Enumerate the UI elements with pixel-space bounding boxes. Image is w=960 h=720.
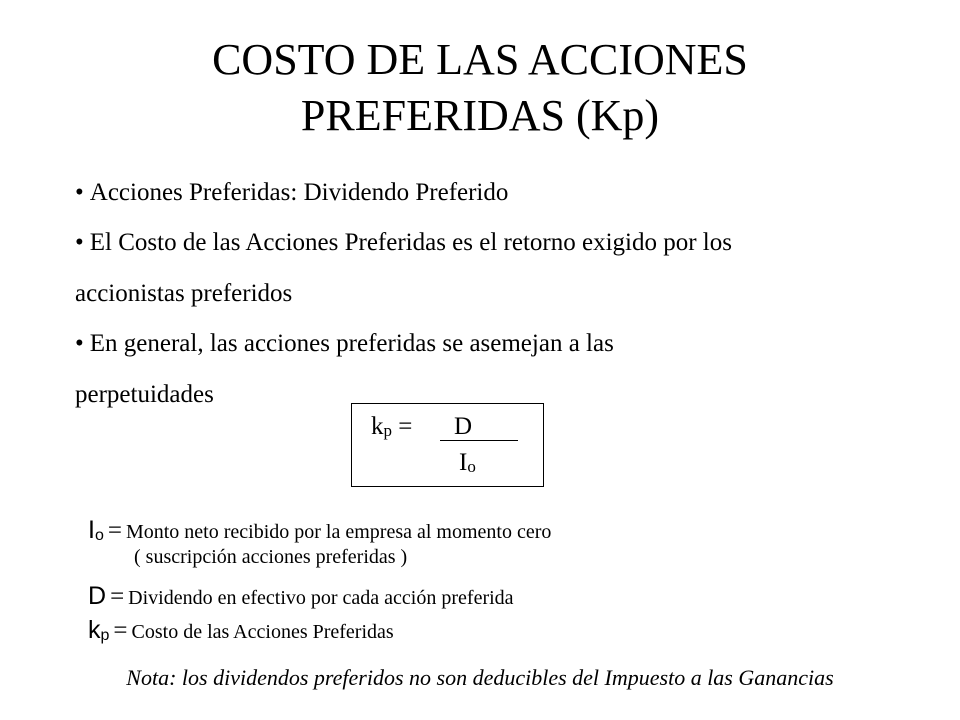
definition-d-symbol: D [88, 582, 107, 610]
formula-box [351, 403, 544, 487]
definition-io-symbol-sub: o [94, 527, 104, 544]
bullet-item-2-continuation: accionistas preferidos [75, 280, 293, 307]
bullet-icon: • [75, 179, 84, 206]
formula-lhs [371, 412, 412, 446]
bullet-icon: • [75, 229, 84, 256]
formula-denominator-subscript: o [467, 457, 476, 476]
definition-kp [88, 616, 394, 650]
bullet-text-2: El Costo de las Acciones Preferidas es el retorno exigido por los [89, 229, 732, 256]
definition-kp-symbol [88, 616, 109, 644]
definition-io-symbol-base: I [88, 516, 95, 544]
footnote: Nota: los dividendos preferidos no son deducibles del Impuesto a las Ganancias [126, 665, 834, 690]
bullet-item-3 [75, 329, 614, 359]
definition-io-equals: = [107, 517, 122, 544]
definition-d [88, 582, 514, 614]
slide-title-line-1: COSTO DE LAS ACCIONES [212, 35, 748, 84]
definition-kp-equals: = [113, 617, 128, 644]
formula-lhs-subscript: p [383, 421, 392, 440]
definition-kp-symbol-base: k [88, 616, 101, 644]
definition-io-symbol [88, 516, 104, 544]
formula-equals: = [398, 413, 413, 440]
definition-io-text: Monto neto recibido por la empresa al momento cero [125, 521, 552, 543]
definition-kp-text: Costo de las Acciones Preferidas [131, 621, 394, 643]
formula-denominator-base: I [459, 449, 468, 476]
definition-d-equals: = [110, 583, 125, 610]
slide-title-line-2: PREFERIDAS (Kp) [300, 91, 660, 140]
definition-io-continuation: ( suscripción acciones preferidas ) [134, 546, 408, 568]
bullet-item-2 [75, 228, 732, 258]
formula-lhs-base: k [371, 413, 384, 440]
definition-kp-symbol-sub: p [100, 627, 110, 644]
bullet-text-1: Acciones Preferidas: Dividendo Preferido [89, 179, 509, 206]
bullet-item-1 [75, 178, 508, 208]
fraction-bar [440, 440, 518, 441]
bullet-item-3-continuation: perpetuidades [75, 381, 214, 408]
formula-numerator: D [454, 413, 473, 440]
definition-d-text: Dividendo en efectivo por cada acción preferida [128, 587, 514, 609]
formula-denominator [459, 448, 476, 482]
bullet-icon: • [75, 330, 84, 357]
bullet-text-3: En general, las acciones preferidas se asemejan a las [89, 330, 614, 357]
